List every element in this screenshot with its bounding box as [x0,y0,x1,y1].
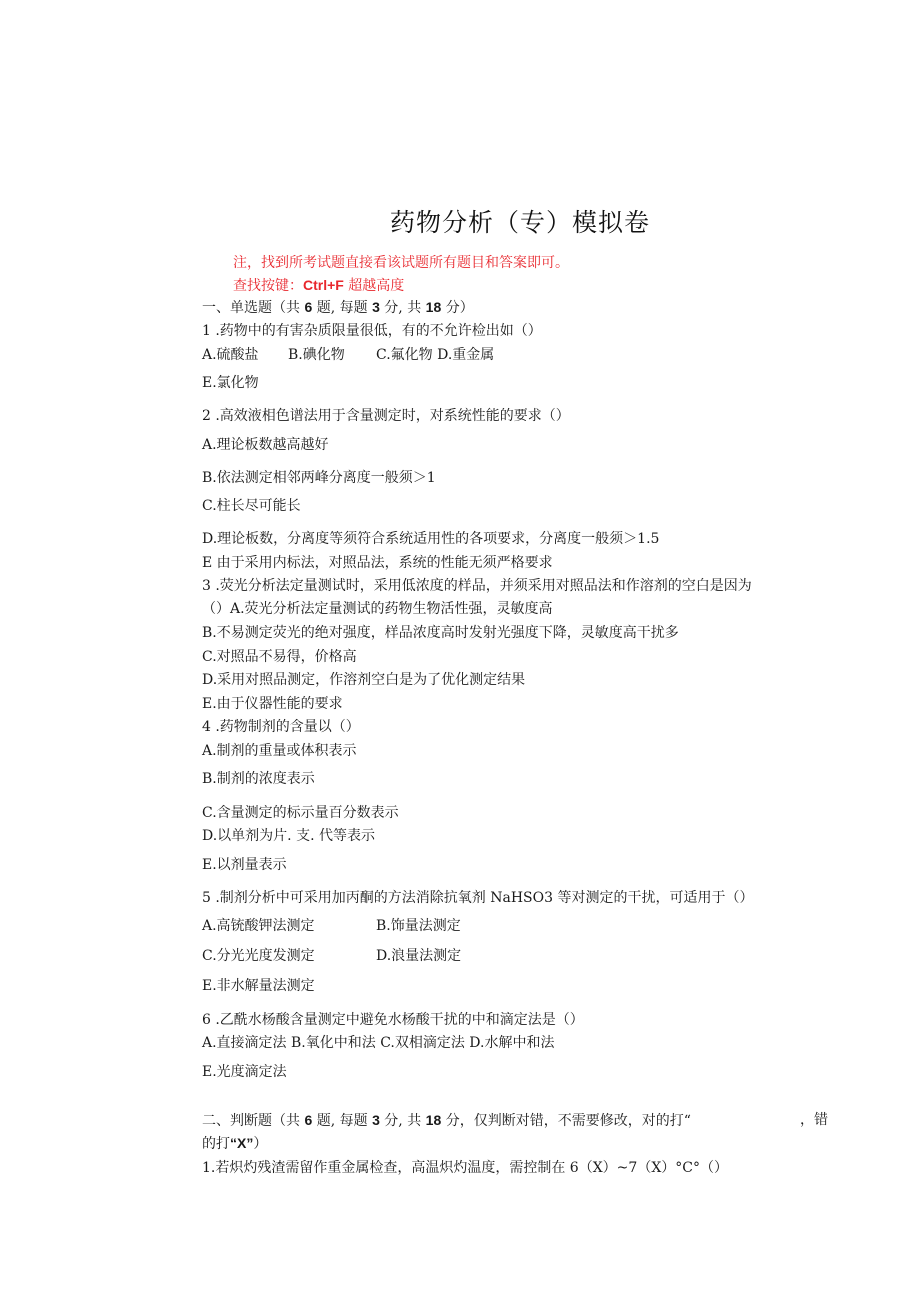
section-2-suffix: 分，仅判断对错，不需要修改，对的打“ [441,1113,691,1129]
note-line-2 [233,275,404,295]
q2-option-b: B.依法测定相邻两峰分离度一般须＞1 [202,470,436,486]
q2-option-c: C.柱长尽可能长 [202,498,301,514]
q2-option-d: D.理论板数，分离度等须符合系统适用性的各项要求，分离度一般须＞1.5 [202,531,660,547]
note-line-2-suffix: 超越高度 [343,278,405,294]
q3-option-c: C.对照品不易得，价格高 [202,649,357,665]
q3-option-e: E.由于仪器性能的要求 [202,696,343,712]
section-2-line2-suffix: ） [253,1136,268,1152]
section-1-prefix: 一、单选题（共 [202,300,305,316]
section-1-mid1: 题, 每题 [312,300,373,316]
q4-option-a: A.制剂的重量或体积表示 [202,743,357,759]
section-2-wrong-mark: “X” [230,1135,254,1151]
q4-option-c: C.含量测定的标示量百分数表示 [202,805,399,821]
section-2-line2-prefix: 的打 [202,1136,230,1152]
section-2-mid2: 分, 共 [379,1113,426,1129]
q3-option-d: D.采用对照品测定，作溶剂空白是为了优化测定结果 [202,672,526,688]
q4-stem: 4 .药物制剂的含量以（） [202,719,360,735]
section-2-prefix: 二、判断题（共 [202,1113,305,1129]
section-2-mid1: 题, 每题 [312,1113,373,1129]
q2-option-e: E 由于采用内标法，对照品法，系统的性能无须严格要求 [202,555,553,571]
q1-stem: 1 .药物中的有害杂质限量很低，有的不允许检出如（） [202,323,542,339]
section-2-header-line-2 [202,1134,267,1153]
q5-option-c: C.分光光度发测定 [202,948,315,964]
q4-option-e: E.以剂量表示 [202,857,287,873]
section-1-header [202,298,474,317]
q5-option-a: A.高铳酸钾法测定 [202,918,315,934]
note-line-1: 注，找到所考试题直接看该试题所有题目和答案即可。 [233,255,569,271]
q6-stem: 6 .乙酰水杨酸含量测定中避免水杨酸干扰的中和滴定法是（） [202,1012,584,1028]
q1-option-b: B.碘化物 [288,347,345,363]
q3-option-b: B.不易测定荧光的绝对强度，样品浓度高时发射光强度下降，灵敏度高干扰多 [202,625,679,641]
q5-option-e: E.非水解量法测定 [202,978,315,994]
section-1-mid2: 分, 共 [379,300,426,316]
section-2-count: 6 [304,1112,313,1128]
q4-option-d: D.以单剂为片. 支. 代等表示 [202,828,375,844]
section-2-score: 3 [372,1112,380,1128]
q4-option-b: B.制剂的浓度表示 [202,771,315,787]
q2-stem: 2 .高效液相色谱法用于含量测定时，对系统性能的要求（） [202,408,570,424]
section-2-header [202,1111,691,1130]
q3-stem: 3 .荧光分析法定量测试时，采用低浓度的样品，并须采用对照品法和作溶剂的空白是因为 [202,578,752,594]
page-title: 药物分析（专）模拟卷 [389,208,650,237]
q3-stem-continued: （）A.荧光分析法定量测试的药物生物活性强，灵敏度高 [202,601,553,617]
q1-option-cd: C.氟化物 D.重金属 [376,347,495,363]
q6-options-abcd: A.直接滴定法 B.氧化中和法 C.双相滴定法 D.水解中和法 [202,1035,555,1051]
q1-option-a: A.硫酸盐 [202,347,259,363]
q5-option-b: B.饰量法测定 [376,918,461,934]
q5-option-d: D.浪量法测定 [376,948,462,964]
section-2-header-tail: ，错 [800,1112,828,1128]
note-line-2-prefix: 查找按键： [233,278,303,294]
section-1-count: 6 [304,299,313,315]
judgement-1-stem: 1.若炽灼残渣需留作重金属检查，高温炽灼温度，需控制在 6（X）~7（X）°C°（） [202,1160,728,1176]
note-shortcut-key: Ctrl+F [303,277,344,293]
section-1-suffix: 分） [441,300,474,316]
q5-stem: 5 .制剂分析中可采用加丙酮的方法消除抗氧剂 NaHSO3 等对测定的干扰，可适用于（） [202,890,754,906]
q6-option-e: E.光度滴定法 [202,1064,287,1080]
section-1-score: 3 [372,299,380,315]
q1-option-e: E.氯化物 [202,375,259,391]
q2-option-a: A.理论板数越高越好 [202,437,329,453]
section-2-total: 18 [425,1112,442,1128]
section-1-total: 18 [425,299,442,315]
